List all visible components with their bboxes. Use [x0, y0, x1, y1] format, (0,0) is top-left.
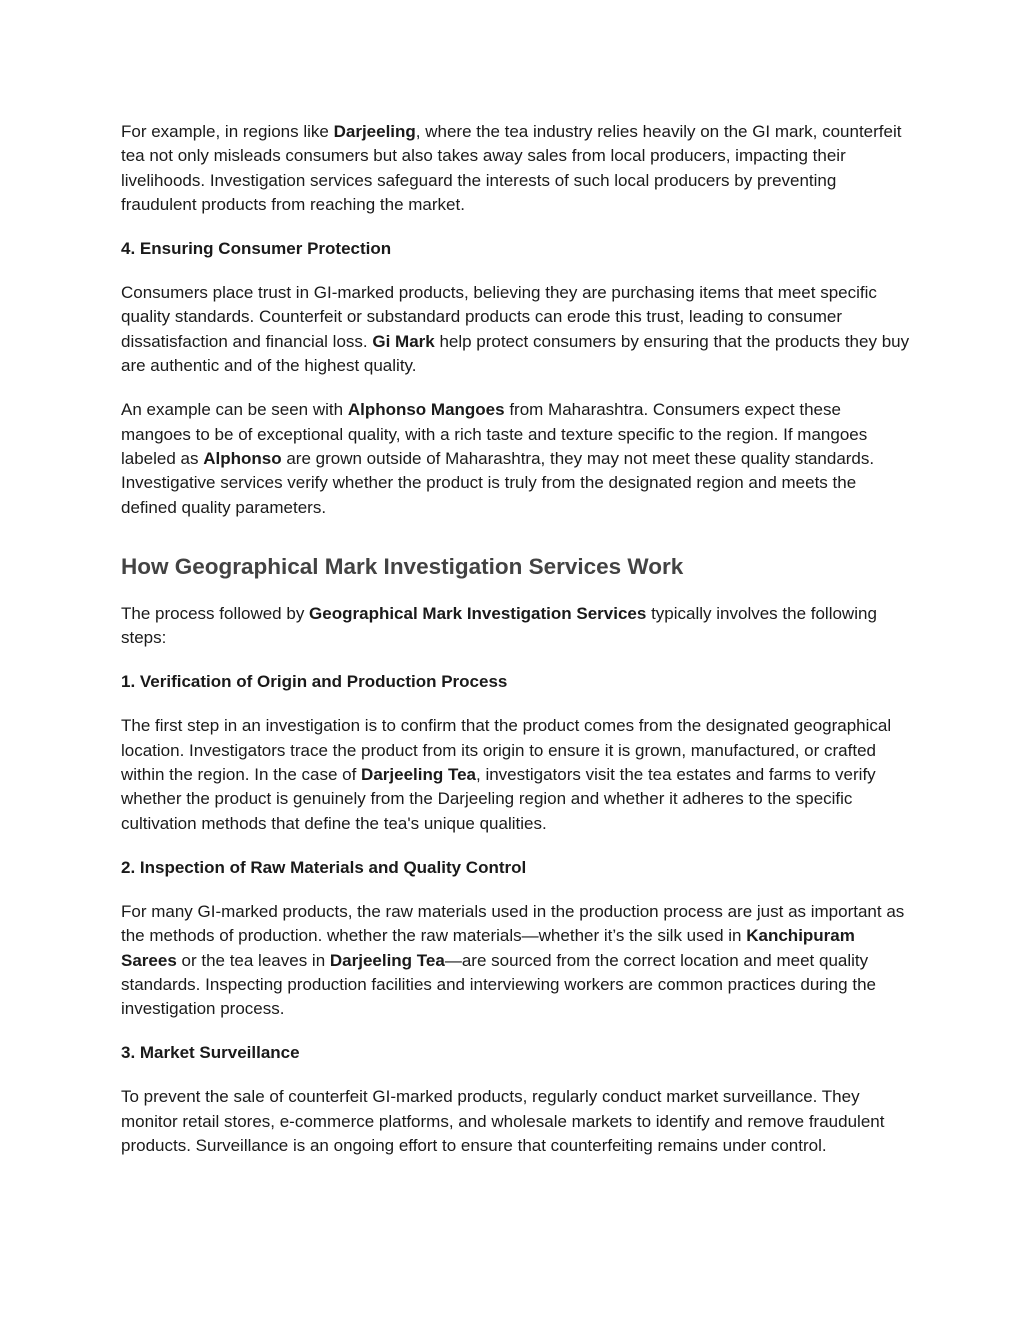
- text-run: For many GI-marked products, the raw materials used in the production process are just as important as the methods of production. whether the raw materials—whether it’s the silk used in: [121, 901, 905, 946]
- text-run: For example, in regions like: [121, 122, 334, 141]
- paragraph-process-intro: [121, 602, 911, 651]
- paragraph-darjeeling-example: [121, 120, 911, 217]
- paragraph-consumer-trust: [121, 281, 911, 378]
- text-run: help protect consumers by ensuring that the products they buy are authentic and of the highest quality.: [121, 331, 910, 376]
- bold-term-kanchipuram-sarees: Kanchipuram Sarees: [121, 926, 855, 970]
- paragraph-alphonso-example: [121, 398, 911, 519]
- text-run: from Maharashtra. Consumers expect these mangoes to be of exceptional quality, with a rich taste and texture specific to the region. If mangoes labeled as: [121, 400, 868, 468]
- bold-term-alphonso: Alphonso: [203, 448, 282, 468]
- bold-term-alphonso-mangoes: Alphonso Mangoes: [347, 400, 505, 420]
- bold-term-gi-mark: Gi Mark: [372, 331, 435, 351]
- heading-consumer-protection: 4. Ensuring Consumer Protection: [121, 239, 392, 259]
- heading-market-surveillance: 3. Market Surveillance: [121, 1043, 300, 1063]
- text-run: are grown outside of Maharashtra, they may not meet these quality standards. Investigative services verify whether the product is truly from the designated region and meets the defined quality parameters.: [121, 448, 875, 517]
- text-run: or the tea leaves in: [176, 950, 330, 970]
- bold-term-darjeeling: Darjeeling: [333, 122, 416, 141]
- text-run: The process followed by: [121, 603, 310, 623]
- text-run: An example can be seen with: [121, 400, 348, 420]
- text-run: —are sourced from the correct location and meet quality standards. Inspecting production facilities and interviewing workers are common practices during the investigation process.: [121, 950, 876, 1019]
- bold-term-gm-investigation-services: Geographical Mark Investigation Services: [309, 603, 647, 623]
- section-title-how-it-works: How Geographical Mark Investigation Services Work: [121, 553, 684, 579]
- text-run: The first step in an investigation is to confirm that the product comes from the designated geographical location. Investigators trace the product from its origin to ensure it is grown, manufactured, or crafted within the region. In the case of: [121, 716, 892, 785]
- bold-term-darjeeling-tea: Darjeeling Tea: [361, 765, 476, 785]
- text-run: Consumers place trust in GI-marked products, believing they are purchasing items that meet specific quality standards. Counterfeit or substandard products can erode this trust, leading to consumer dissatisfaction and financial loss.: [121, 283, 877, 351]
- paragraph-market-surveillance: To prevent the sale of counterfeit GI-marked products, regularly conduct market surveillance. They monitor retail stores, e-commerce platforms, and wholesale markets to identify and remove fraudulent products. Surveillance is an ongoing effort to ensure that counterfeiting remains under control.: [121, 1087, 885, 1156]
- bold-term-darjeeling-tea: Darjeeling Tea: [329, 950, 445, 970]
- text-run: , where the tea industry relies heavily on the GI mark, counterfeit tea not only misleads consumers but also takes away sales from local producers, impacting their livelihoods. Investigation services safeguard the interests of such local producers by preventing fraudulent products from reaching the market.: [121, 122, 902, 214]
- text-run: , investigators visit the tea estates and farms to verify whether the product is genuinely from the Darjeeling region and whether it adheres to the specific cultivation methods that define the tea's unique qualities.: [121, 765, 876, 833]
- paragraph-inspection: [121, 900, 911, 1021]
- document-page: [121, 120, 911, 1178]
- paragraph-verification: [121, 714, 911, 835]
- heading-verification-of-origin: 1. Verification of Origin and Production Process: [121, 672, 508, 692]
- heading-inspection-raw-materials: 2. Inspection of Raw Materials and Quality Control: [121, 857, 527, 877]
- text-run: typically involves the following steps:: [121, 603, 877, 648]
